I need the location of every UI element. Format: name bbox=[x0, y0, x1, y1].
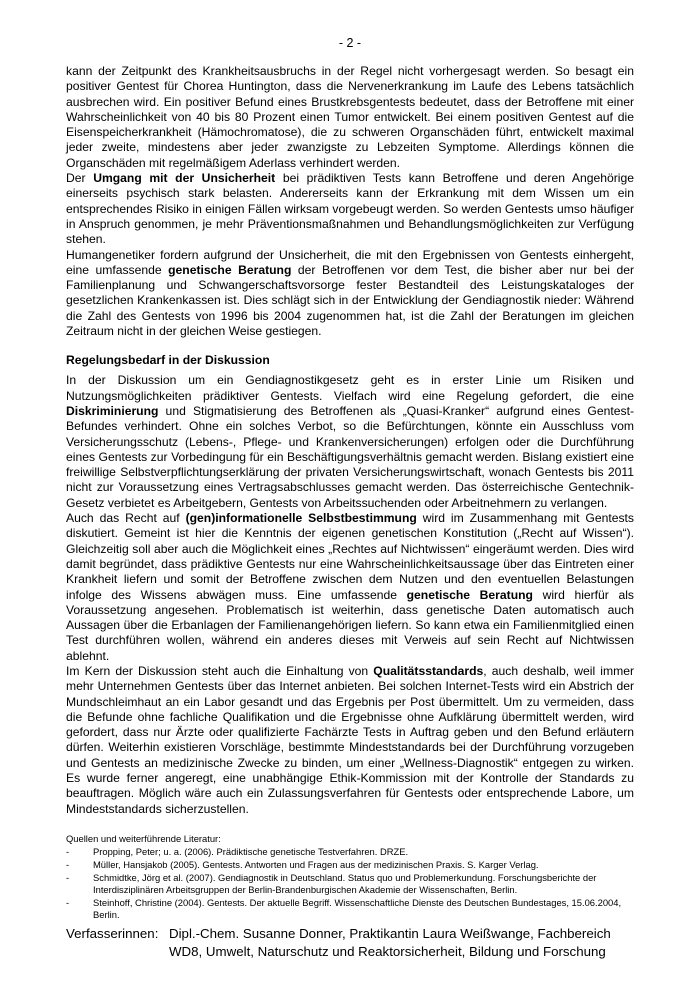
page-number: - 2 - bbox=[338, 36, 362, 50]
document-body bbox=[66, 64, 634, 922]
reference-item: - Steinhoff, Christine (2004). Gentests. Der aktuelle Begriff. Wissenschaftliche Dienste des Deutschen Bundestages, 15.06.2004, Berlin. bbox=[66, 897, 634, 921]
section-heading: Regelungsbedarf in der Diskussion bbox=[66, 353, 270, 368]
text-run: Humangenetiker fordern aufgrund der Unsicherheit, die mit den Ergebnissen von Gentests einhergeht, eine umfassende bbox=[66, 247, 634, 277]
text-run: , auch deshalb, weil immer mehr Unternehmen Gentests über das Internet anbieten. Bei solchen Internet-Tests wird ein Abstrich der Mundschleimhaut an ein Labor gesandt und das Ergebnis per Post übermittelt. Um zu vermeiden, dass die Befunde ohne fachliche Qualifikation und die Ergebnisse ohne Aufklärung übermittelt werden, wird gefordert, dass nur Ärzte oder qualifizierte Fachärzte Tests in Auftrag geben und den Befund erläutern dürfen. Weiterhin existieren Vorschläge, bestimmte Mindeststandards bei der Durchführung vorzugeben und Gentests an medizinische Zwecke zu binden, um einer „Wellness-Diagnostik“ entgegen zu wirken. Es wurde ferner angeregt, eine unabhängige Ethik-Kommission mit der Kontrolle der Standards zu beauftragen. Möglich wäre auch ein Zulassungsverfahren für Gentests oder entsprechende Labore, um Mindeststandards sicherzustellen. bbox=[66, 663, 634, 816]
emphasis-text: (gen)informationelle Selbstbestimmung bbox=[185, 511, 417, 526]
reference-list bbox=[66, 846, 634, 921]
paragraph bbox=[66, 171, 634, 247]
text-run: und Stigmatisierung des Betroffenen als „Quasi-Kranker“ aufgrund eines Gentest-Befundes verhindert. Ohne ein solches Verbot, so die Befürchtungen, könnte ein Ausschluss vom Versicherungsschutz (Lebens-, Pflege- und Krankenversicherungen) erfolgen oder die Durchführung eines Gentests zur Vorbedingung für ein Beschäftigungsverhältnis gemacht werden. Bislang existiert eine freiwillige Selbstverpflichtungserklärung der privaten Versicherungswirtschaft, wonach Gentests bis 2011 nicht zur Voraussetzung eines Vertragsabschlusses gemacht werden. Das österreichische Gentechnik-Gesetz verbietet es Arbeitgebern, Gentests von Arbeitssuchenden oder Arbeitnehmern zu verlangen. bbox=[66, 403, 634, 510]
reference-item: - Müller, Hansjakob (2005). Gentests. Antworten und Fragen aus der medizinischen Praxis. S. Karger Verlag. bbox=[66, 859, 634, 871]
paragraph bbox=[66, 511, 634, 664]
text-run: wird im Zusammenhang mit Gentests diskutiert. Gemeint ist hier die Kenntnis der eigenen genetischen Konstitution („Recht auf Wissen“). Gleichzeitig soll aber auch die Möglichkeit eines „Rechtes auf Nichtwissen“ eingeräumt werden. Dies wird damit begründet, dass prädiktive Gentests nur eine Wahrscheinlichkeitsaussage über das Eintreten einer Krankheit liefern und somit der Betroffene zwischen dem Nutzen und den eventuellen Belastungen infolge des Wissens abwägen muss. Eine umfassende bbox=[66, 511, 635, 602]
text-run: kann der Zeitpunkt des Krankheitsausbruchs in der Regel nicht vorhergesagt werden. So besagt ein positiver Gentest für Chorea Huntington, dass die Nervenerkrankung im Laufe des Lebens tatsächlich ausbrechen wird. Ein positiver Befund eines Brustkrebsgentests bedeutet, dass der Betroffene mit einer Wahrscheinlichkeit von 40 bis 80 Prozent einen Tumor entwickelt. Bei einem positiven Gentest auf die Eisenspeicherkrankheit (Hämochromatose), die zu schweren Organschäden führt, entwickelt maximal jeder zweite, mindestens aber jeder zwanzigste zu Lebzeiten Symptome. Allerdings können die Organschäden mit regelmäßigem Aderlass verhindert werden. bbox=[66, 64, 634, 170]
emphasis-text: genetische Beratung bbox=[168, 262, 292, 277]
emphasis-text: Diskriminierung bbox=[66, 403, 159, 418]
paragraph bbox=[66, 373, 634, 511]
emphasis-text: Umgang mit der Unsicherheit bbox=[93, 171, 276, 186]
text-run: bei prädiktiven Tests kann Betroffene und deren Angehörige einerseits psychisch stark belasten. Andererseits kann der Erkrankung mit dem Wissen um ein entsprechendes Risiko in einigen Fällen wirksam vorgebeugt werden. So werden Gentests umso häufiger in Anspruch genommen, je mehr Präventionsmaßnahmen und Behandlungsmöglichkeiten zur Verfügung stehen. bbox=[66, 171, 635, 247]
paragraph bbox=[66, 64, 634, 171]
text-run: In der Diskussion um ein Gendiagnostikgesetz geht es in erster Linie um Risiken und Nutzungsmöglichkeiten prädiktiver Gentests. Vielfach wird eine Regelung gefordert, die eine bbox=[66, 373, 634, 403]
text-run: der Betroffenen vor dem Test, die bisher aber nur bei der Familienplanung und Schwangerschaftsvorsorge fester Bestandteil des Leistungskataloges der gesetzlichen Krankenkassen ist. Dies schlägt sich in der Entwicklung der Gendiagnostik nieder: Während die Zahl des Gentests von 1996 bis 2004 zugenommen hat, ist die Zahl der Beratungen im gleichen Zeitraum nicht in der gleichen Weise gestiegen. bbox=[66, 262, 634, 339]
authors-label: Verfasserinnen: bbox=[66, 926, 159, 941]
sources-section bbox=[66, 833, 634, 921]
reference-item: - Schmidtke, Jörg et al. (2007). Gendiagnostik in Deutschland. Status quo und Problemerkundung. Forschungsberichte der Interdisziplinären Arbeitsgruppen der Berlin-Brandenburgischen Akademie der Wissenschaften, Berlin. bbox=[66, 872, 634, 896]
text-run: wird hierfür als Voraussetzung angesehen. Problematisch ist weiterhin, dass genetische Daten automatisch auch Aussagen über die Erbanlagen der Familienangehörigen liefern. So kann etwa ein Familienmitglied einen Test durchführen wollen, während ein anderes dieses mit Verweis auf sein Recht auf Nichtwissen ablehnt. bbox=[66, 587, 634, 663]
reference-item: - Propping, Peter; u. a. (2006). Prädiktische genetische Testverfahren. DRZE. bbox=[66, 846, 634, 858]
authors-text: Dipl.-Chem. Susanne Donner, Praktikantin Laura Weißwange, Fachbereich WD8, Umwelt, Naturschutz und Reaktorsicherheit, Bildung und Forschung bbox=[169, 926, 611, 959]
paragraph bbox=[66, 248, 634, 340]
emphasis-text: Qualitätsstandards bbox=[373, 663, 484, 678]
text-run: Im Kern der Diskussion steht auch die Einhaltung von bbox=[66, 663, 374, 678]
authors-footer bbox=[66, 925, 646, 961]
sources-title: Quellen und weiterführende Literatur: bbox=[66, 832, 221, 844]
paragraph bbox=[66, 664, 634, 817]
text-run: Der bbox=[66, 171, 94, 186]
emphasis-text: genetische Beratung bbox=[406, 587, 533, 602]
text-run: Auch das Recht auf bbox=[66, 511, 186, 526]
